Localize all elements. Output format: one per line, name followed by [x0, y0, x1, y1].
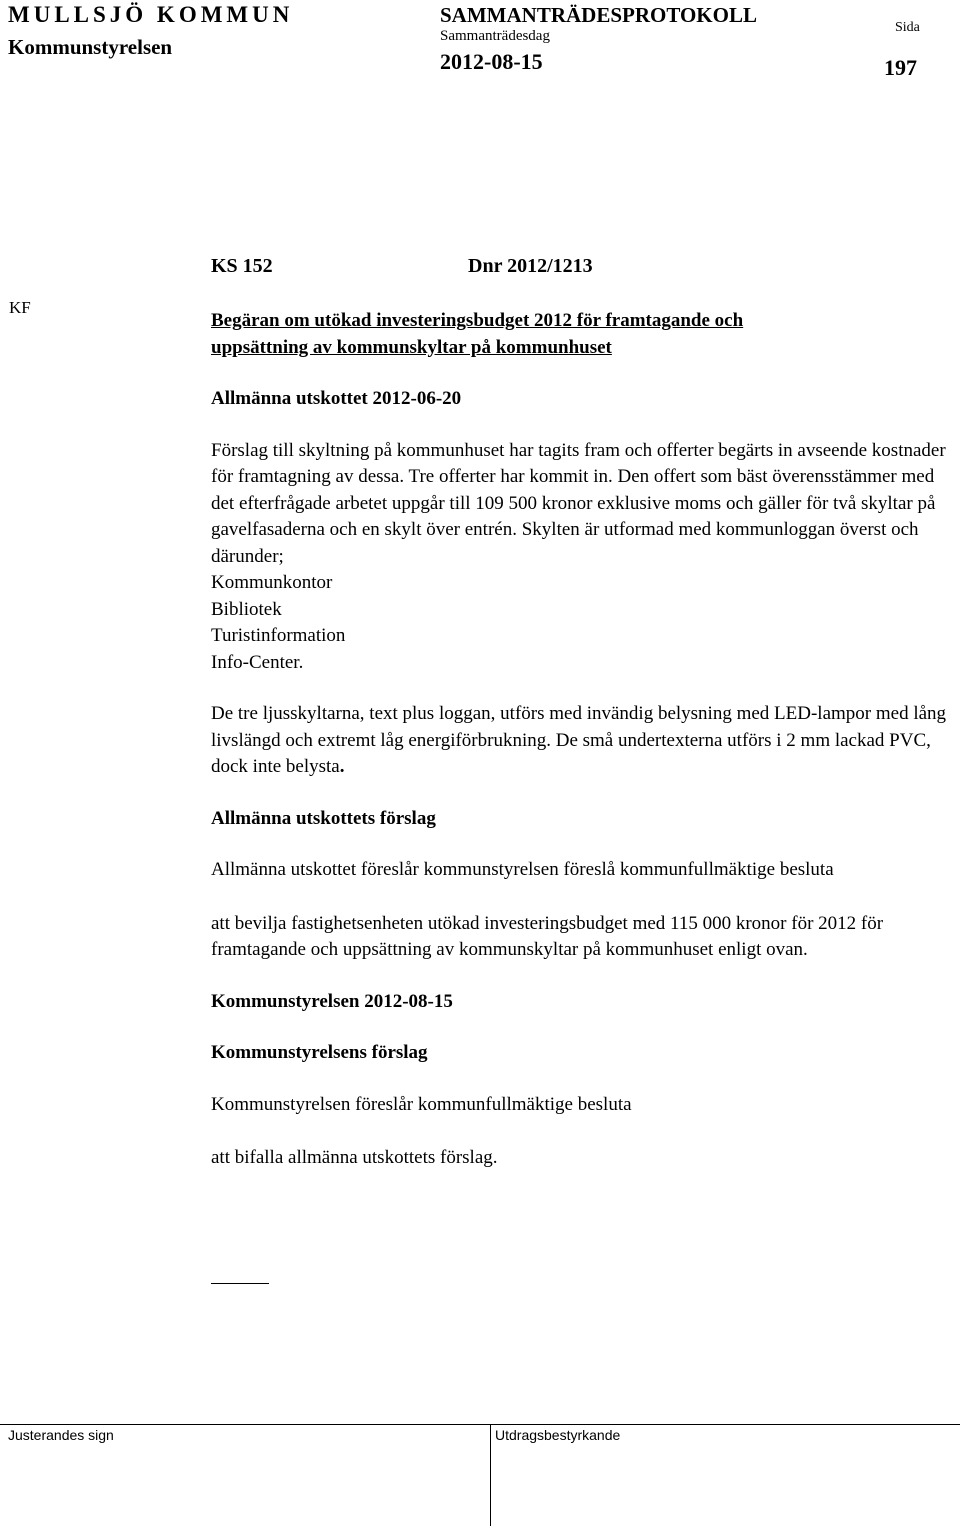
- board-name: Kommunstyrelsen: [8, 35, 173, 59]
- ks-proposal-heading: Kommunstyrelsens förslag: [211, 1042, 428, 1063]
- signature-field-label: Justerandes sign: [8, 1427, 114, 1443]
- case-title-line2: uppsättning av kommunskyltar på kommunhuset: [211, 336, 612, 358]
- case-title-line1: Begäran om utökad investeringsbudget 2012 för framtagande och: [211, 310, 744, 331]
- diary-number: Dnr 2012/1213: [468, 255, 593, 277]
- lighting-paragraph: [211, 701, 951, 781]
- document-body: [211, 308, 951, 1172]
- committee-heading: Allmänna utskottet 2012-06-20: [211, 388, 462, 409]
- footer-divider-line: [0, 1424, 960, 1425]
- list-item: Kommunkontor: [211, 572, 333, 593]
- ks-heading: Kommunstyrelsen 2012-08-15: [211, 990, 453, 1012]
- lighting-paragraph-end: .: [339, 756, 345, 777]
- proposal-att-clause: att bevilja fastighetsenheten utökad investeringsbudget med 115 000 kronor för 2012 för framtagande och uppsättning av kommunskyltar på kommunhuset enligt ovan.: [211, 912, 884, 960]
- meeting-date: 2012-08-15: [440, 49, 543, 74]
- list-item: Bibliotek: [211, 598, 282, 620]
- proposal-heading: Allmänna utskottets förslag: [211, 807, 436, 829]
- certification-field-label: Utdragsbestyrkande: [495, 1427, 621, 1443]
- list-item: Turistinformation: [211, 625, 346, 646]
- proposal-text: Allmänna utskottet föreslår kommunstyrelsen föreslå kommunfullmäktige besluta: [211, 859, 834, 880]
- list-item: Info-Center.: [211, 651, 304, 673]
- description-paragraph: Förslag till skyltning på kommunhuset har tagits fram och offerter begärts in avseende kostnader för framtagning av dessa. Tre offerter har kommit in. Den offert som bäst överensstämmer med det efterfrågade arbetet uppgår till 109 500 kronor exklusive moms och gäller för två skyltar på gavelfasaderna och en skylt över entrén. Skylten är utformad med kommunloggan överst och därunder;: [211, 439, 946, 567]
- meeting-date-label: Sammanträdesdag: [440, 28, 550, 44]
- protocol-title: SAMMANTRÄDESPROTOKOLL: [440, 3, 757, 27]
- page-label: Sida: [895, 20, 920, 35]
- case-number: KS 152: [211, 255, 273, 277]
- ks-att-clause: att bifalla allmänna utskottets förslag.: [211, 1147, 498, 1168]
- page-number: 197: [884, 55, 917, 80]
- margin-note: KF: [9, 298, 31, 317]
- footer-column-divider: [490, 1424, 491, 1526]
- ks-proposal-text: Kommunstyrelsen föreslår kommunfullmäktige besluta: [211, 1093, 632, 1115]
- end-rule: [211, 1283, 269, 1284]
- municipality-name: MULLSJÖ KOMMUN: [8, 2, 294, 27]
- lighting-paragraph-text: De tre ljusskyltarna, text plus loggan, utförs med invändig belysning med LED-lampor med lång livslängd och extremt låg energiförbrukning. De små undertexterna utförs i 2 mm lackad PVC, dock inte belysta: [211, 703, 947, 777]
